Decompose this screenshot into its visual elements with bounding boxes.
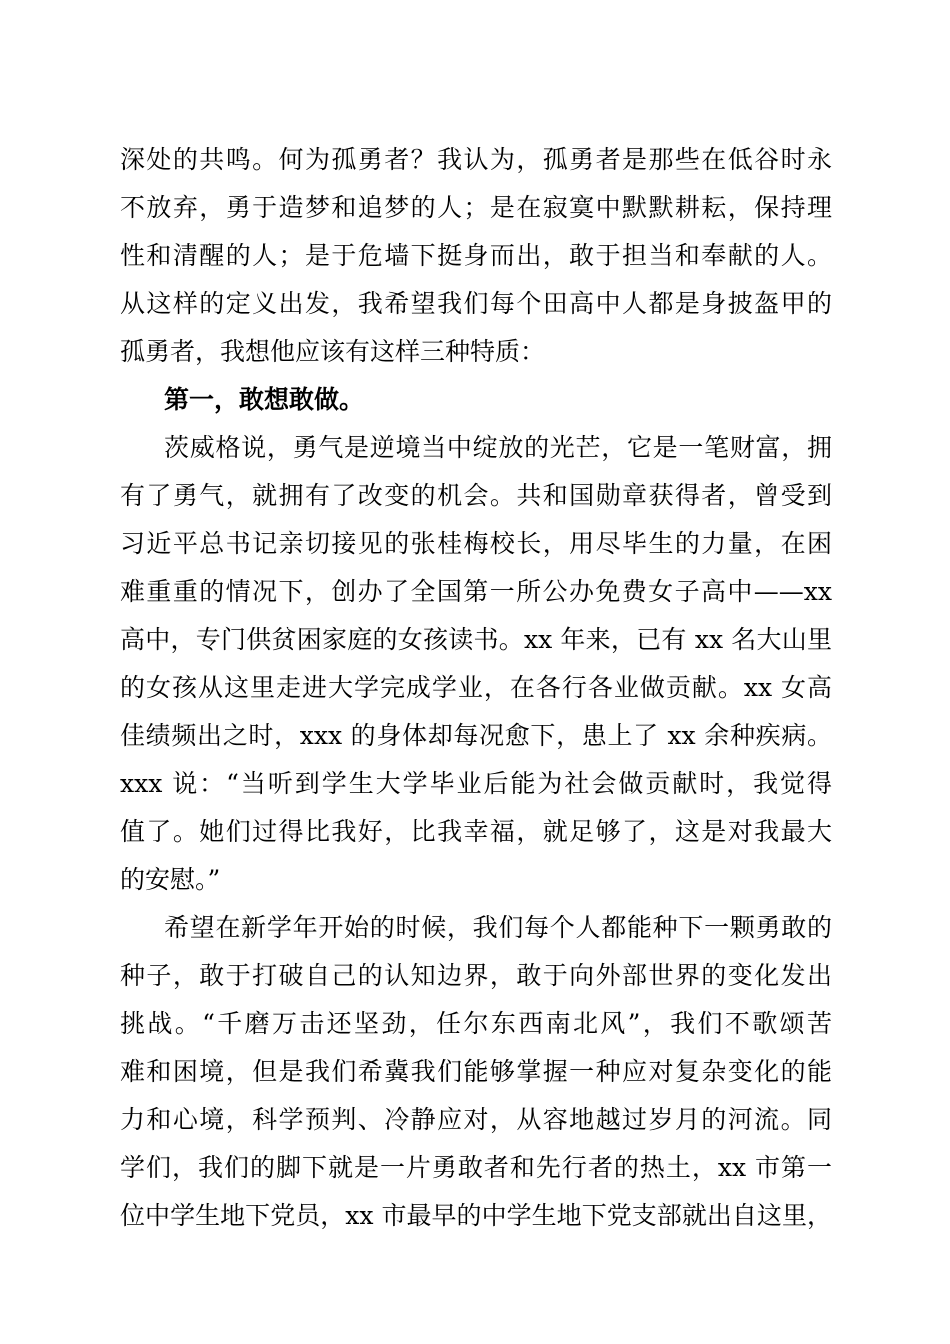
text-line: 种子，敢于打破自己的认知边界，敢于向外部世界的变化发出 bbox=[120, 961, 832, 990]
section-heading: 第一，敢想敢做。 bbox=[164, 385, 365, 414]
text-line: 佳绩频出之时，xxx 的身体却每况愈下，患上了 xx 余种疾病。 bbox=[120, 721, 832, 750]
text-line: 力和心境，科学预判、冷静应对，从容地越过岁月的河流。同 bbox=[120, 1105, 832, 1134]
text-line: 不放弃，勇于造梦和追梦的人；是在寂寞中默默耕耘，保持理 bbox=[120, 193, 832, 222]
text-line: 有了勇气，就拥有了改变的机会。共和国勋章获得者，曾受到 bbox=[120, 481, 832, 510]
text-line: 挑战。“千磨万击还坚劲，任尔东西南北风”，我们不歌颂苦 bbox=[120, 1009, 832, 1038]
text-line: 学们，我们的脚下就是一片勇敢者和先行者的热土，xx 市第一 bbox=[120, 1153, 832, 1182]
text-line: 希望在新学年开始的时候，我们每个人都能种下一颗勇敢的 bbox=[164, 913, 832, 942]
text-line: xxx 说：“当听到学生大学毕业后能为社会做贡献时，我觉得 bbox=[120, 769, 832, 798]
text-line: 值了。她们过得比我好，比我幸福，就足够了，这是对我最大 bbox=[120, 817, 832, 846]
text-line: 难和困境，但是我们希冀我们能够掌握一种应对复杂变化的能 bbox=[120, 1057, 832, 1086]
text-line: 深处的共鸣。何为孤勇者？我认为，孤勇者是那些在低谷时永 bbox=[120, 145, 832, 174]
text-line: 的安慰。” bbox=[120, 865, 221, 894]
text-line: 习近平总书记亲切接见的张桂梅校长，用尽毕生的力量，在困 bbox=[120, 529, 832, 558]
text-line: 孤勇者，我想他应该有这样三种特质： bbox=[120, 337, 546, 366]
text-line: 茨威格说，勇气是逆境当中绽放的光芒，它是一笔财富，拥 bbox=[164, 433, 832, 462]
text-line: 高中，专门供贫困家庭的女孩读书。xx 年来，已有 xx 名大山里 bbox=[120, 625, 832, 654]
document-body bbox=[120, 136, 832, 1240]
text-line: 性和清醒的人；是于危墙下挺身而出，敢于担当和奉献的人。 bbox=[120, 241, 832, 270]
text-line: 从这样的定义出发，我希望我们每个田高中人都是身披盔甲的 bbox=[120, 289, 832, 318]
text-line: 难重重的情况下，创办了全国第一所公办免费女子高中——xx bbox=[120, 577, 832, 606]
text-line: 位中学生地下党员，xx 市最早的中学生地下党支部就出自这里， bbox=[120, 1201, 832, 1230]
text-line: 的女孩从这里走进大学完成学业，在各行各业做贡献。xx 女高 bbox=[120, 673, 832, 702]
